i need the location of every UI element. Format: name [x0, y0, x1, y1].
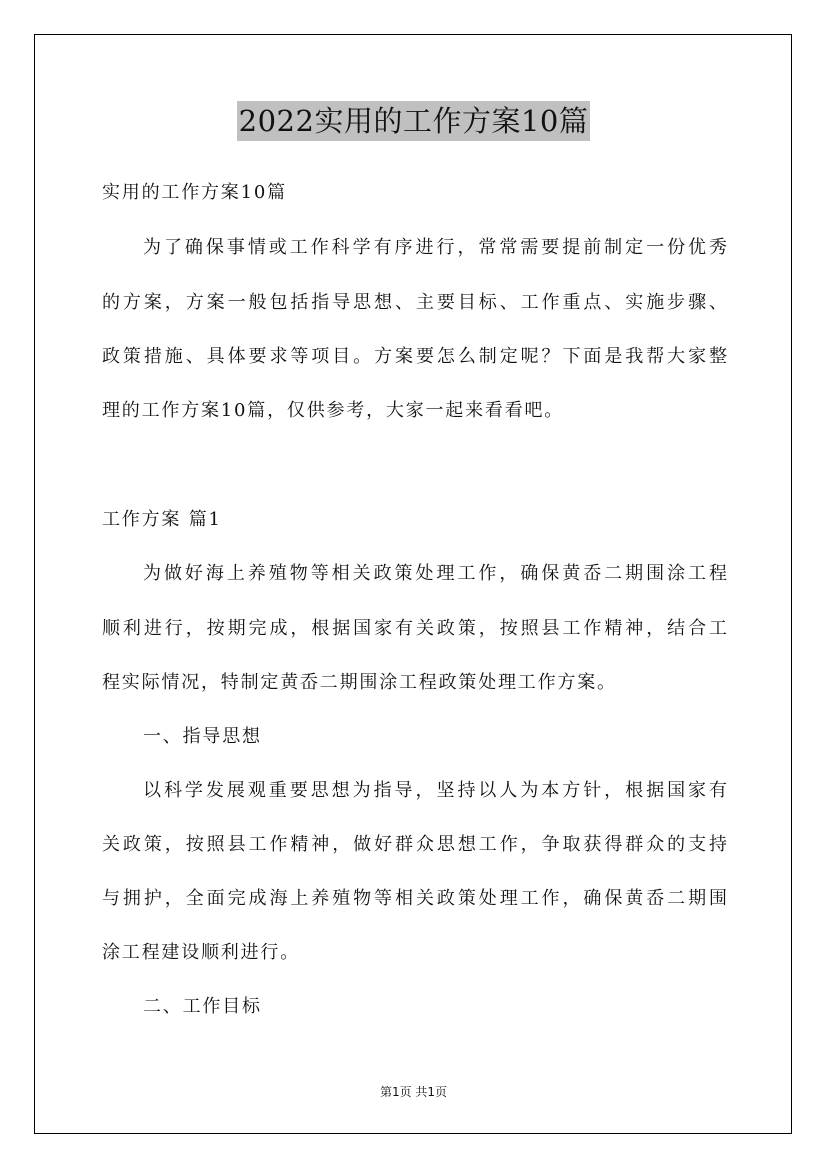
intro-line: 理的工作方案10篇，仅供参考，大家一起来看看吧。 [102, 400, 565, 421]
intro-line: 为了确保事情或工作科学有序进行，常常需要提前制定一份优秀 [143, 237, 727, 258]
section1-line: 为做好海上养殖物等相关政策处理工作，确保黄岙二期围涂工程 [143, 563, 727, 584]
document-title [0, 101, 827, 143]
document-title-text: 2022实用的工作方案10篇 [237, 101, 591, 141]
guide-line: 以科学发展观重要思想为指导，坚持以人为本方针，根据国家有 [143, 780, 727, 801]
section1-line: 程实际情况，特制定黄岙二期围涂工程政策处理工作方案。 [102, 672, 617, 693]
subtitle: 实用的工作方案10篇 [102, 182, 287, 203]
section1-line: 顺利进行，按期完成，根据国家有关政策，按照县工作精神，结合工 [102, 618, 727, 639]
guide-line: 与拥护，全面完成海上养殖物等相关政策处理工作，确保黄岙二期围 [102, 888, 727, 909]
section-heading: 工作方案 篇1 [102, 509, 222, 530]
subheading-work-goal: 二、工作目标 [143, 996, 262, 1017]
intro-line: 政策措施、具体要求等项目。方案要怎么制定呢？下面是我帮大家整 [102, 346, 727, 367]
intro-line: 的方案，方案一般包括指导思想、主要目标、工作重点、实施步骤、 [102, 292, 727, 313]
page-footer: 第1页 共1页 [379, 1085, 448, 1099]
guide-line: 涂工程建设顺利进行。 [102, 942, 300, 963]
subheading-guiding-ideology: 一、指导思想 [143, 726, 262, 747]
guide-line: 关政策，按照县工作精神，做好群众思想工作，争取获得群众的支持 [102, 834, 727, 855]
